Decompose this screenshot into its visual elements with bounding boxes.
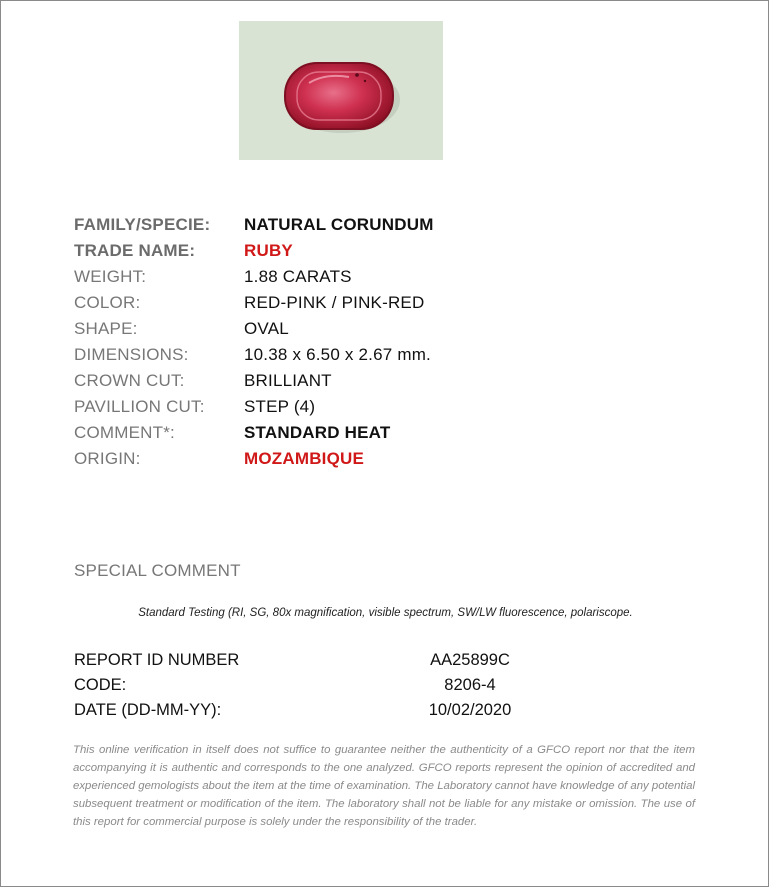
report-id-row [74,648,694,673]
shape-value: OVAL [244,319,289,338]
color-value: RED-PINK / PINK-RED [244,293,425,312]
family-value: NATURAL CORUNDUM [244,215,434,234]
report-info [74,648,694,723]
dimensions-value: 10.38 x 6.50 x 2.67 mm. [244,345,431,364]
weight-value: 1.88 CARATS [244,267,352,286]
dimensions-label: DIMENSIONS: [74,345,189,364]
comment-label: COMMENT*: [74,423,175,442]
date-row [74,698,694,723]
gemstone-photo [239,21,443,160]
code-label: CODE: [74,676,127,694]
pavillion-cut-value: STEP (4) [244,397,316,416]
special-comment-text: Standard Testing (RI, SG, 80x magnification, visible spectrum, SW/LW fluorescence, polariscope. [138,607,633,619]
trade-name-label: TRADE NAME: [74,241,196,260]
date-value: 10/02/2020 [428,701,512,719]
code-row [74,673,694,698]
comment-value: STANDARD HEAT [244,423,391,442]
crown-cut-value: BRILLIANT [244,371,332,390]
report-id-label: REPORT ID NUMBER [74,651,240,669]
weight-label: WEIGHT: [74,267,147,286]
disclaimer-text: This online verification in itself does not suffice to guarantee neither the authenticity of a GFCO report nor that the item accompanying it is authentic and corresponds to the one analyzed. GFCO reports represent the opinion of accredited and experienced gemologists about the item at the time of examination. The Laboratory cannot have knowledge of any potential subsequent treatment or modification of the item. The laboratory shall not be liable for any mistake or omission. The use of this report for commercial purpose is solely under the responsibility of the trader. [73,744,695,828]
report-id-value: AA25899C [430,651,510,669]
origin-label: ORIGIN: [74,449,141,468]
pavillion-cut-label: PAVILLION CUT: [74,397,205,416]
trade-name-value: RUBY [244,241,293,260]
shape-label: SHAPE: [74,319,138,338]
date-label: DATE (DD-MM-YY): [74,701,222,719]
origin-value: MOZAMBIQUE [244,449,365,468]
color-label: COLOR: [74,293,141,312]
family-label: FAMILY/SPECIE: [74,215,211,234]
code-value: 8206-4 [444,676,496,694]
crown-cut-label: CROWN CUT: [74,371,185,390]
special-comment-title: SPECIAL COMMENT [74,561,241,580]
